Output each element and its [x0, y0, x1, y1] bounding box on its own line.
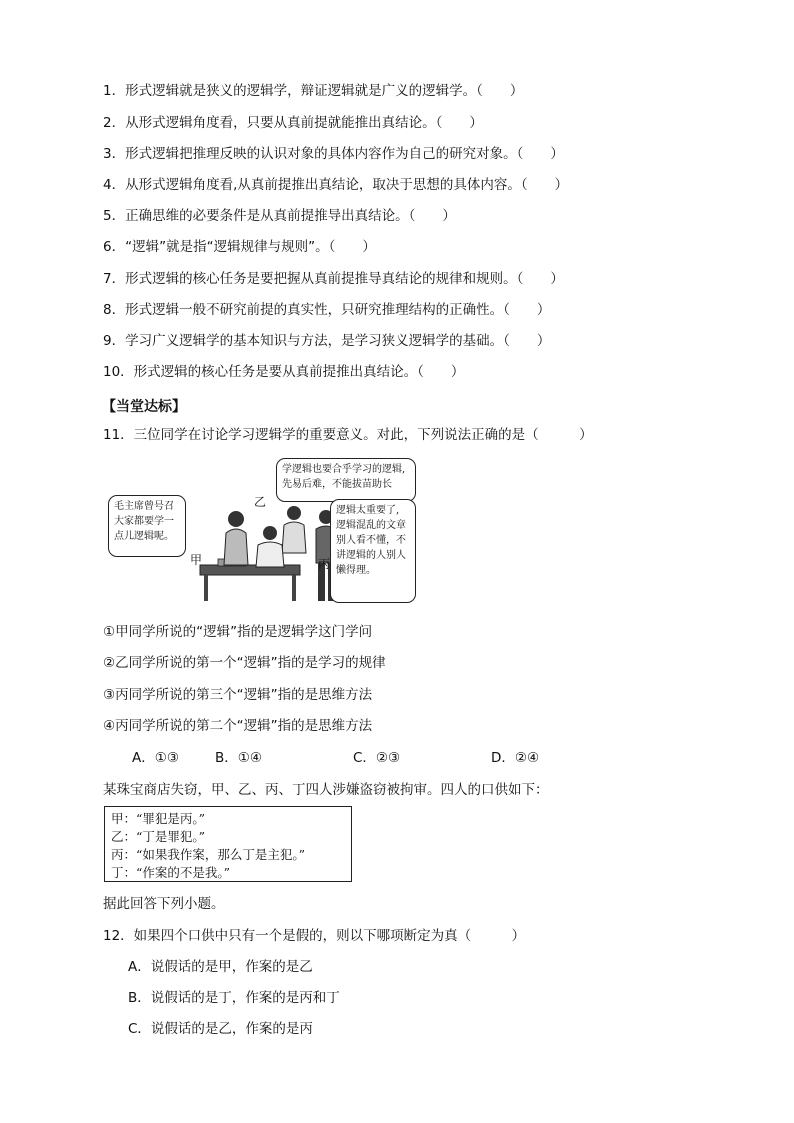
- bubble-bing-line-3: 别人看不懂，不: [336, 535, 406, 546]
- judgment-item-4: 4．从形式逻辑角度看,从真前提推出真结论，取决于思想的具体内容。（ ）: [103, 177, 569, 193]
- statement-2: ②乙同学所说的第一个“逻辑”指的是学习的规律: [103, 655, 386, 671]
- judgment-item-7: 7．形式逻辑的核心任务是要把握从真前提推导真结论的规律和规则。（ ）: [103, 271, 564, 287]
- statement-4: ④丙同学所说的第二个“逻辑”指的是思维方法: [103, 718, 373, 734]
- bubble-bing-line-1: 逻辑太重要了,: [336, 505, 400, 516]
- q11-option-c: C．②③: [353, 750, 401, 766]
- q12-option-c: C．说假话的是乙，作案的是丙: [128, 1021, 313, 1037]
- question-11-stem: 11．三位同学在讨论学习逻辑学的重要意义。对此，下列说法正确的是（ ）: [103, 427, 593, 443]
- bubble-jia-line-1: 毛主席曾号召: [114, 501, 174, 512]
- statement-3: ③丙同学所说的第三个“逻辑”指的是思维方法: [103, 687, 373, 703]
- bubble-bing-line-5: 懒得理。: [336, 565, 376, 576]
- discussion-illustration: [108, 455, 416, 605]
- bubble-yi-line-1: 学逻辑也要合乎学习的逻辑,: [282, 464, 406, 475]
- q12-option-b: B．说假话的是丁，作案的是丙和丁: [128, 990, 340, 1006]
- section-title: 【当堂达标】: [102, 399, 186, 415]
- speech-bubble-bing: [330, 499, 416, 603]
- bubble-bing-line-4: 讲逻辑的人别人: [336, 550, 406, 561]
- q11-option-d: D．②④: [491, 750, 540, 766]
- label-bing: 丙: [318, 557, 331, 571]
- label-yi: 乙: [254, 495, 267, 509]
- testimony-box: [104, 806, 352, 882]
- judgment-item-10: 10．形式逻辑的核心任务是要从真前提推出真结论。（ ）: [103, 364, 465, 380]
- judgment-item-8: 8．形式逻辑一般不研究前提的真实性，只研究推理结构的正确性。（ ）: [103, 302, 551, 318]
- judgment-item-9: 9．学习广义逻辑学的基本知识与方法，是学习狭义逻辑学的基础。（ ）: [103, 333, 551, 349]
- question-12-stem: 12．如果四个口供中只有一个是假的，则以下哪项断定为真（ ）: [103, 928, 526, 944]
- testimony-jia: 甲：“罪犯是丙。”: [111, 811, 206, 826]
- bubble-yi-line-2: 先易后难，不能拔苗助长: [282, 479, 392, 490]
- judgment-item-5: 5．正确思维的必要条件是从真前提推导出真结论。（ ）: [103, 208, 456, 224]
- students-illustration: [188, 503, 338, 603]
- speech-bubble-yi: [276, 458, 416, 502]
- judgment-item-6: 6．“逻辑”就是指“逻辑规律与规则”。（ ）: [103, 239, 376, 255]
- speech-bubble-jia: [108, 495, 186, 557]
- bubble-jia-line-2: 大家都要学一: [114, 516, 174, 527]
- case-instruction: 据此回答下列小题。: [103, 896, 225, 912]
- q11-option-b: B．①④: [215, 750, 262, 766]
- bubble-jia-line-3: 点儿逻辑呢。: [114, 531, 174, 542]
- testimony-bing: 丙：“如果我作案，那么丁是主犯。”: [111, 847, 306, 862]
- judgment-item-3: 3．形式逻辑把推理反映的认识对象的具体内容作为自己的研究对象。（ ）: [103, 146, 564, 162]
- testimony-ding: 丁：“作案的不是我。”: [111, 865, 231, 880]
- bubble-bing-line-2: 逻辑混乱的文章: [336, 520, 406, 531]
- q11-option-a: A．①③: [132, 750, 179, 766]
- statement-1: ①甲同学所说的“逻辑”指的是逻辑学这门学问: [103, 624, 373, 640]
- judgment-item-1: 1．形式逻辑就是狭义的逻辑学，辩证逻辑就是广义的逻辑学。（ ）: [103, 83, 524, 99]
- case-intro: 某珠宝商店失窃，甲、乙、丙、丁四人涉嫌盗窃被拘审。四人的口供如下：: [103, 782, 549, 798]
- label-jia: 甲: [190, 553, 203, 567]
- q12-option-a: A．说假话的是甲，作案的是乙: [128, 959, 313, 975]
- judgment-item-2: 2．从形式逻辑角度看，只要从真前提就能推出真结论。（ ）: [103, 115, 483, 131]
- testimony-yi: 乙：“丁是罪犯。”: [111, 829, 206, 844]
